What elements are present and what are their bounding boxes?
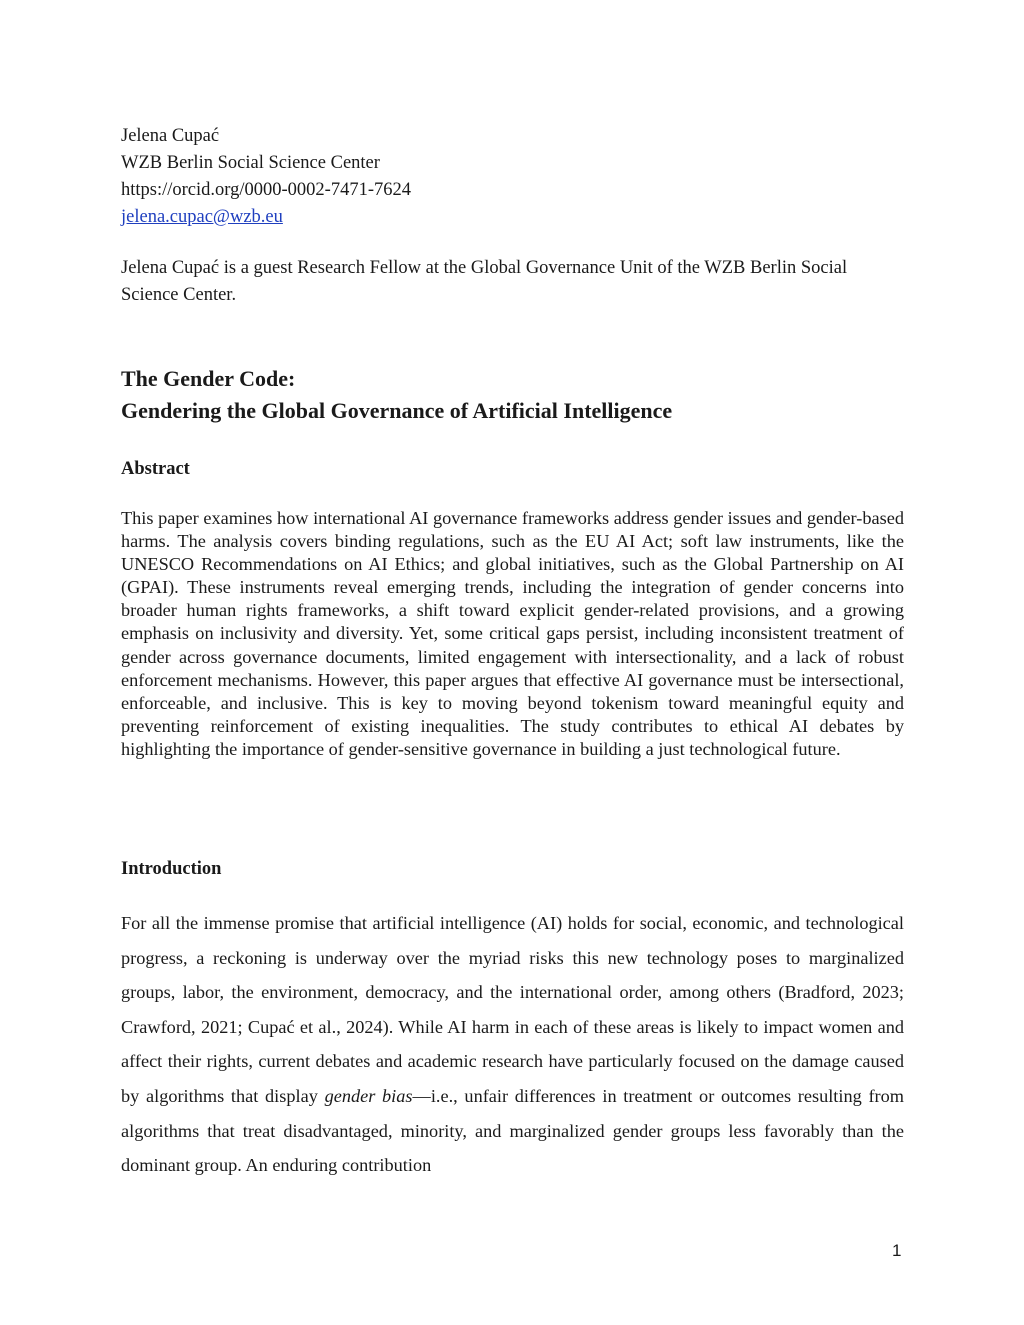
author-bio: Jelena Cupać is a guest Research Fellow at the Global Governance Unit of the WZB Berlin Social Science Center.	[121, 258, 848, 305]
abstract-heading: Abstract	[121, 459, 190, 479]
author-orcid: https://orcid.org/0000-0002-7471-7624	[121, 180, 411, 200]
paper-title	[121, 363, 672, 427]
introduction-heading: Introduction	[121, 859, 222, 879]
paper-title-line-1: The Gender Code:	[121, 366, 296, 391]
page-number: 1	[892, 1241, 902, 1260]
paper-title-line-2: Gendering the Global Governance of Artificial Intelligence	[121, 398, 673, 423]
author-block	[121, 123, 411, 231]
abstract-text: This paper examines how international AI governance frameworks address gender issues and gender-based harms. The analysis covers binding regulations, such as the EU AI Act; soft law instruments, like the UNESCO Recommendations on AI Ethics; and global initiatives, such as the Global Partnership on AI (GPAI). These instruments reveal emerging trends, including the integration of gender concerns into broader human rights frameworks, a shift toward explicit gender-related provisions, and a growing emphasis on inclusivity and diversity. Yet, some critical gaps persist, including inconsistent treatment of gender across governance documents, limited engagement with intersectionality, and a lack of robust enforcement mechanisms. However, this paper argues that effective AI governance must be intersectional, enforceable, and inclusive. This is key to moving beyond tokenism toward meaningful equity and preventing reinforcement of existing inequalities. The study contributes to ethical AI debates by highlighting the importance of gender-sensitive governance in building a just technological future.	[121, 508, 904, 759]
introduction-emphasis-term: gender bias	[324, 1085, 413, 1106]
introduction-text-part-1: For all the immense promise that artificial intelligence (AI) holds for social, economic, and technological progress, a reckoning is underway over the myriad risks this new technology poses to marginalized groups, labor, the environment, democracy, and the international order, among others (Bradford, 2023; Crawford, 2021; Cupać et al., 2024). While AI harm in each of these areas is likely to impact women and affect their rights, current debates and academic research have particularly focused on the damage caused by algorithms that display	[121, 913, 904, 1106]
author-name: Jelena Cupać	[121, 126, 220, 146]
author-email-link[interactable]: jelena.cupac@wzb.eu	[121, 207, 283, 227]
introduction-text-part-2: —i.e., unfair differences in treatment or outcomes resulting from algorithms that treat disadvantaged, minority, and marginalized gender groups less favorably than the dominant group. An enduring contribution	[121, 1085, 904, 1176]
introduction-text	[121, 906, 904, 1183]
author-institution: WZB Berlin Social Science Center	[121, 153, 380, 173]
